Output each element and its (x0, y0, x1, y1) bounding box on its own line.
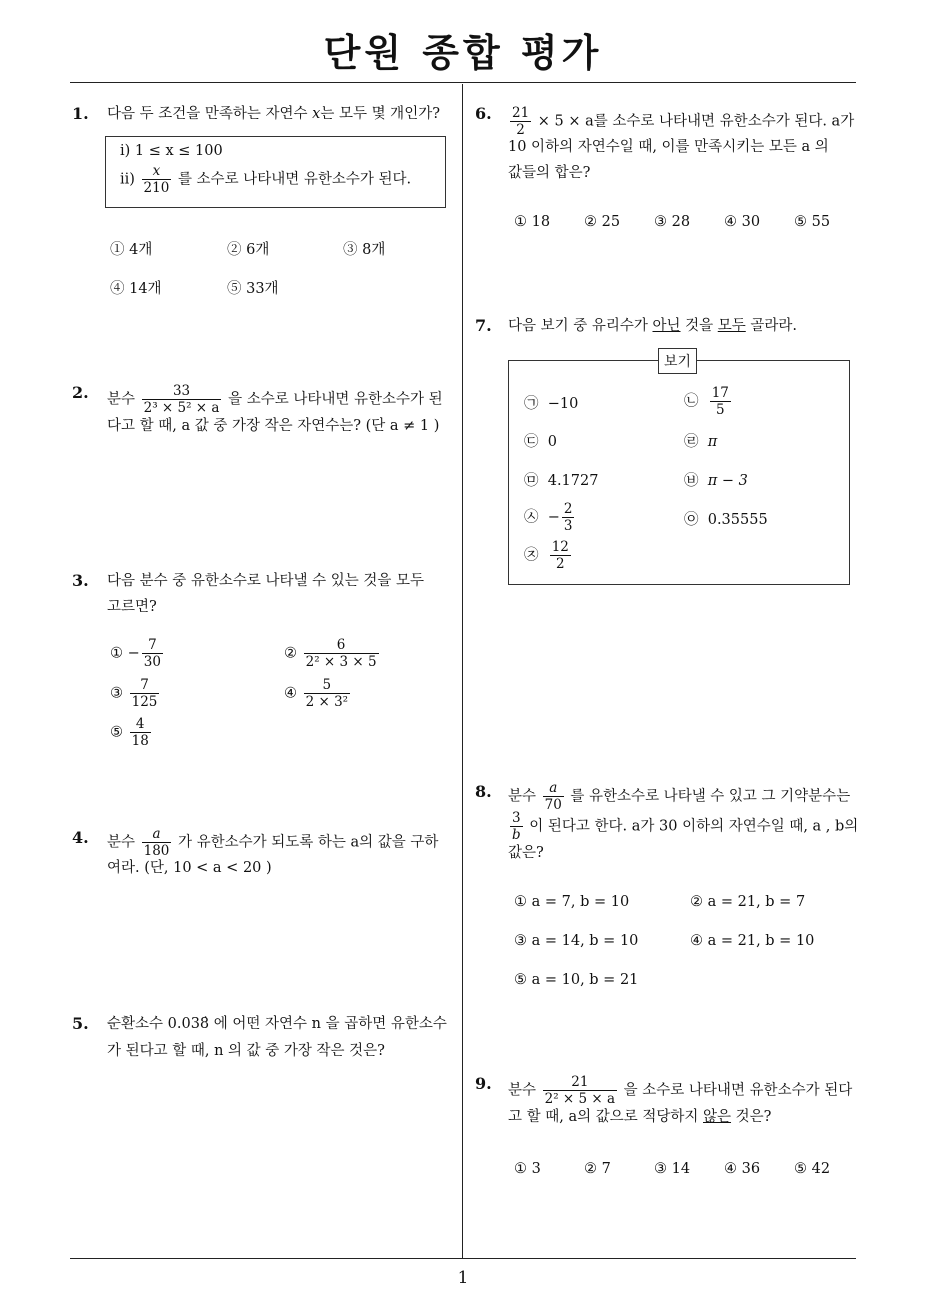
q9-choice-4[interactable]: ④ 36 (724, 1161, 761, 1177)
bogi-item-7[interactable]: ㉦ − $\frac{2}{3}$ (524, 501, 573, 534)
question-number-9: 9. (475, 1074, 492, 1093)
bogi-item-3[interactable]: ㉢ 0 (524, 434, 557, 450)
bogi-item-9[interactable]: ㉨ $\frac{12}{2}$ (524, 539, 569, 572)
question-number-5: 5. (72, 1014, 89, 1033)
question-6-fraction: $\frac{21}{2}$ (512, 105, 530, 138)
question-number-4: 4. (72, 828, 89, 847)
condition-1: ⅰ) 1 ≤ x ≤ 100 (120, 143, 223, 159)
question-1-stem: 다음 두 조건을 만족하는 자연수 x는 모두 몇 개인가? (107, 106, 440, 122)
question-number-6: 6. (475, 104, 492, 123)
question-5-line-2: 가 된다고 할 때, n 의 값 중 가장 작은 것은? (107, 1043, 385, 1059)
q1-choice-2[interactable]: ② 6개 (227, 242, 270, 258)
question-4-fraction: $\frac{a}{180}$ (143, 826, 170, 859)
condition-2: ⅱ) $\frac{x}{210}$ 를 소수로 나타내면 유한소수가 된다. (120, 163, 412, 196)
header-divider (70, 82, 856, 83)
q3-choice-5[interactable]: ⑤ $\frac{4}{18}$ (110, 716, 149, 749)
bogi-item-8[interactable]: ㉧ 0.35555 (684, 512, 768, 528)
question-2-fraction: $\frac{33}{\text{2³ × 5² × a}}$ (143, 383, 220, 416)
q3-choice-4[interactable]: ④ $\frac{5}{\text{2 × 3²}}$ (284, 677, 349, 710)
q9-choice-1[interactable]: ① 3 (514, 1161, 541, 1177)
question-number-7: 7. (475, 316, 492, 335)
question-5-line-1: 순환소수 0.038̇ 에 어떤 자연수 n 을 곱하면 유한소수 (107, 1016, 447, 1032)
q1-choice-4[interactable]: ④ 14개 (110, 281, 162, 297)
q3-choice-1[interactable]: ① − $\frac{7}{30}$ (110, 637, 161, 670)
question-8-fraction: $\frac{a}{70}$ (544, 780, 562, 813)
q6-choice-1[interactable]: ① 18 (514, 214, 551, 230)
q8-choice-3[interactable]: ③ a = 14, b = 10 (514, 933, 639, 949)
bogi-item-1[interactable]: ㉠ −10 (524, 396, 579, 412)
q8-choice-1[interactable]: ① a = 7, b = 10 (514, 894, 630, 910)
condition-2-fraction: $\frac{x}{210}$ (143, 163, 170, 196)
bogi-label: 보기 (658, 348, 697, 374)
q6-choice-5[interactable]: ⑤ 55 (794, 214, 831, 230)
q9-choice-3[interactable]: ③ 14 (654, 1161, 691, 1177)
q8-choice-2[interactable]: ② a = 21, b = 7 (690, 894, 806, 910)
question-2-line-2: 다고 할 때, a 값 중 가장 작은 자연수는? (단 a ≠ 1 ) (107, 418, 440, 434)
q1-choice-1[interactable]: ① 4개 (110, 242, 153, 258)
page-number: 1 (457, 1268, 469, 1288)
question-7-stem: 다음 보기 중 유리수가 아닌 것을 모두 골라라. (508, 318, 798, 334)
q1-choice-5[interactable]: ⑤ 33개 (227, 281, 279, 297)
question-4-stem: 분수 $\frac{a}{180}$ 가 유한소수가 되도록 하는 a의 값을 구하 (107, 826, 439, 859)
bogi-item-2[interactable]: ㉡ $\frac{17}{5}$ (684, 385, 729, 418)
question-4-line-2: 여라. (단, 10 < a < 20 ) (107, 860, 272, 876)
question-2-stem: 분수 $\frac{33}{\text{2³ × 5² × a}}$ 을 소수로 나타내면 유한소수가 된 (107, 383, 443, 416)
question-9-fraction: $\frac{21}{\text{2² × 5 × a}}$ (544, 1074, 616, 1107)
question-6-line-3: 값들의 합은? (508, 165, 591, 181)
question-8-fraction-2: $\frac{3}{b}$ (512, 810, 521, 843)
page-title: 단원 종합 평가 (323, 31, 603, 75)
question-6-stem: $\frac{21}{2}$ × 5 × a를 소수로 나타내면 유한소수가 된다. a가 (512, 105, 855, 138)
question-9-stem: 분수 $\frac{21}{\text{2² × 5 × a}}$ 을 소수로 나타내면 유한소수가 된다 (508, 1074, 853, 1107)
question-1-conditions-box (105, 136, 446, 208)
q9-choice-2[interactable]: ② 7 (584, 1161, 611, 1177)
q6-choice-4[interactable]: ④ 30 (724, 214, 761, 230)
column-divider (462, 84, 463, 1258)
question-3-line-2: 고르면? (107, 599, 157, 615)
footer-divider (70, 1258, 856, 1259)
question-number-8: 8. (475, 782, 492, 801)
question-number-3: 3. (72, 571, 89, 590)
q9-choice-5[interactable]: ⑤ 42 (794, 1161, 831, 1177)
q8-choice-5[interactable]: ⑤ a = 10, b = 21 (514, 972, 639, 988)
question-6-line-2: 10 이하의 자연수일 때, 이를 만족시키는 모든 a 의 (508, 139, 829, 155)
question-number-2: 2. (72, 383, 89, 402)
q8-choice-4[interactable]: ④ a = 21, b = 10 (690, 933, 815, 949)
q6-choice-3[interactable]: ③ 28 (654, 214, 691, 230)
question-number-1: 1. (72, 104, 89, 123)
question-3-line-1: 다음 분수 중 유한소수로 나타낼 수 있는 것을 모두 (107, 573, 425, 589)
q3-choice-2[interactable]: ② $\frac{6}{\text{2² × 3 × 5}}$ (284, 637, 377, 670)
q3-choice-3[interactable]: ③ $\frac{7}{125}$ (110, 677, 158, 710)
bogi-item-4[interactable]: ㉣ π (684, 434, 718, 450)
question-8-line-2: $\frac{3}{b}$ 이 된다고 한다. a가 30 이하의 자연수일 때, a , b의 (512, 810, 859, 843)
bogi-item-6[interactable]: ㉥ π − 3 (684, 473, 748, 489)
q1-choice-3[interactable]: ③ 8개 (343, 242, 386, 258)
question-8-line-3: 값은? (508, 845, 544, 861)
q6-choice-2[interactable]: ② 25 (584, 214, 621, 230)
question-9-line-2: 고 할 때, a의 값으로 적당하지 않은 것은? (508, 1109, 772, 1125)
bogi-item-5[interactable]: ㉤ 4.1727 (524, 473, 599, 489)
question-8-stem: 분수 $\frac{a}{70}$ 를 유한소수로 나타낼 수 있고 그 기약분수는 (508, 780, 851, 813)
